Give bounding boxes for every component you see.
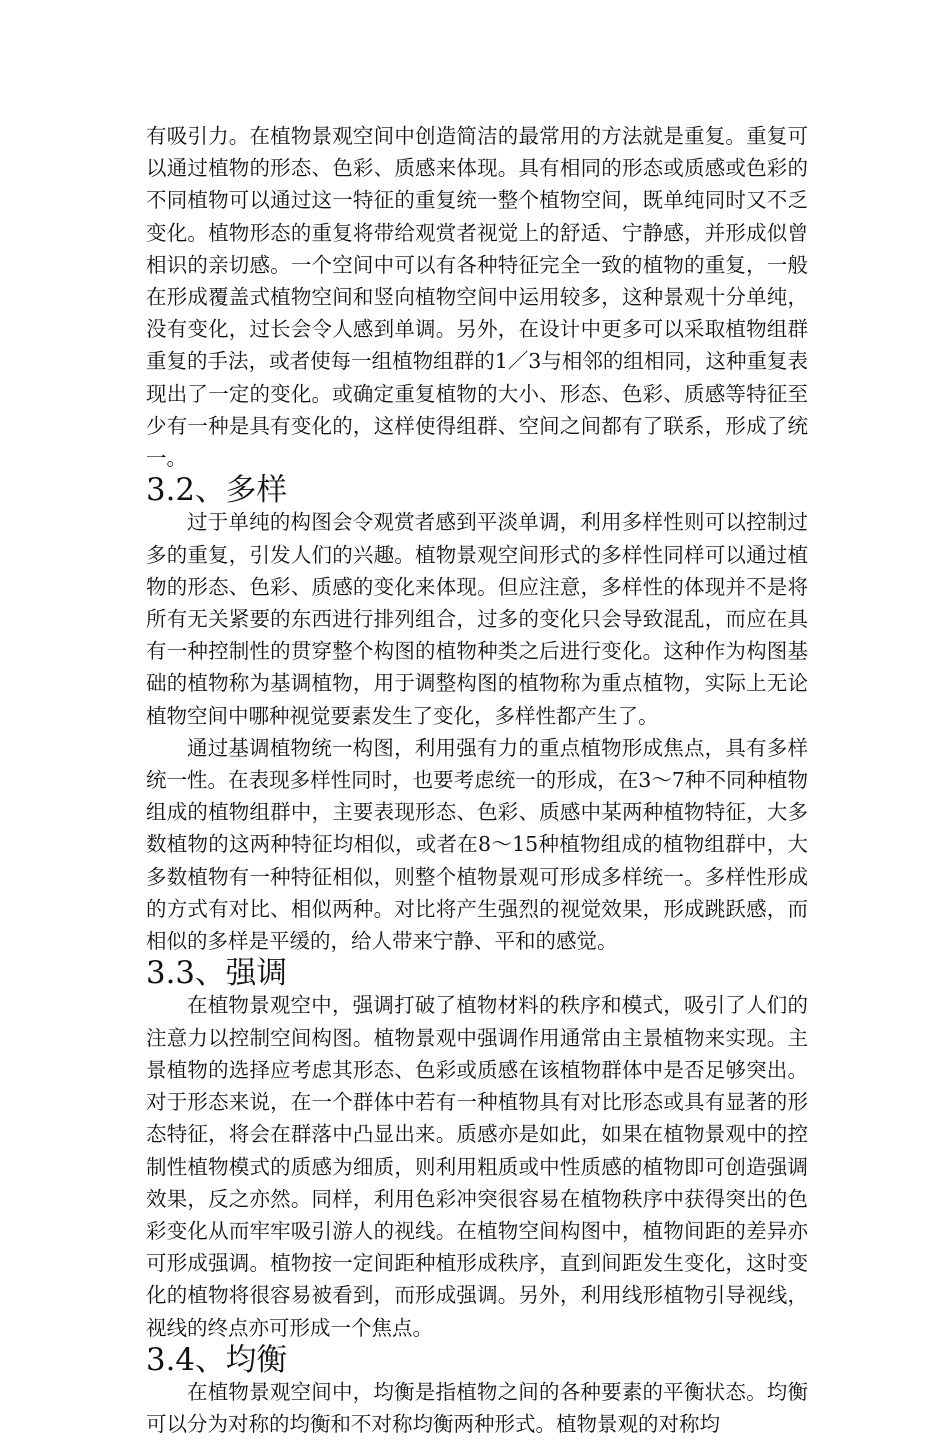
document-page [146,120,808,1440]
section-heading-balance: 3.4、均衡 [146,1341,288,1378]
section-heading-emphasis: 3.3、强调 [146,955,288,992]
section-heading-diversity: 3.2、多样 [146,472,288,509]
paragraph-repetition-continued: 有吸引力。在植物景观空间中创造简洁的最常用的方法就是重复。重复可以通过植物的形态、色彩、质感来体现。具有相同的形态或质感或色彩的不同植物可以通过这一特征的重复统一整个植物空间，既单纯同时又不乏变化。植物形态的重复将带给观赏者视觉上的舒适、宁静感，并形成似曾相识的亲切感。一个空间中可以有各种特征完全一致的植物的重复，一般在形成覆盖式植物空间和竖向植物空间中运用较多，这种景观十分单纯，没有变化，过长会令人感到单调。另外，在设计中更多可以采取植物组群重复的手法，或者使每一组植物组群的1／3与相邻的组相同，这种重复表现出了一定的变化。或确定重复植物的大小、形态、色彩、质感等特征至少有一种是具有变化的，这样使得组群、空间之间都有了联系，形成了统一。 [146,124,808,471]
paragraph-balance: 在植物景观空间中，均衡是指植物之间的各种要素的平衡状态。均衡可以分为对称的均衡和不对称均衡两种形式。植物景观的对称均 [146,1379,808,1437]
paragraph-diversity-2: 通过基调植物统一构图，利用强有力的重点植物形成焦点，具有多样统一性。在表现多样性同时，也要考虑统一的形成，在3～7种不同种植物组成的植物组群中，主要表现形态、色彩、质感中某两种植物特征，大多数植物的这两种特征均相似，或者在8～15种植物组成的植物组群中，大多数植物有一种特征相似，则整个植物景观可形成多样统一。多样性形成的方式有对比、相似两种。对比将产生强烈的视觉效果，形成跳跃感，而相似的多样是平缓的，给人带来宁静、平和的感觉。 [146,735,808,954]
paragraph-emphasis: 在植物景观空中，强调打破了植物材料的秩序和模式，吸引了人们的注意力以控制空间构图。植物景观中强调作用通常由主景植物来实现。主景植物的选择应考虑其形态、色彩或质感在该植物群体中是否足够突出。对于形态来说，在一个群体中若有一种植物具有对比形态或具有显著的形态特征，将会在群落中凸显出来。质感亦是如此，如果在植物景观中的控制性植物模式的质感为细质，则利用粗质或中性质感的植物即可创造强调效果，反之亦然。同样，利用色彩冲突很容易在植物秩序中获得突出的色彩变化从而牢牢吸引游人的视线。在植物空间构图中，植物间距的差异亦可形成强调。植物按一定间距种植形成秩序，直到间距发生变化，这时变化的植物将很容易被看到，而形成强调。另外，利用线形植物引导视线，视线的终点亦可形成一个焦点。 [146,993,808,1340]
paragraph-diversity-1: 过于单纯的构图会令观赏者感到平淡单调，利用多样性则可以控制过多的重复，引发人们的兴趣。植物景观空间形式的多样性同样可以通过植物的形态、色彩、质感的变化来体现。但应注意，多样性的体现并不是将所有无关紧要的东西进行排列组合，过多的变化只会导致混乱，而应在具有一种控制性的贯穿整个构图的植物种类之后进行变化。这种作为构图基础的植物称为基调植物，用于调整构图的植物称为重点植物，实际上无论植物空间中哪种视觉要素发生了变化，多样性都产生了。 [146,510,808,728]
